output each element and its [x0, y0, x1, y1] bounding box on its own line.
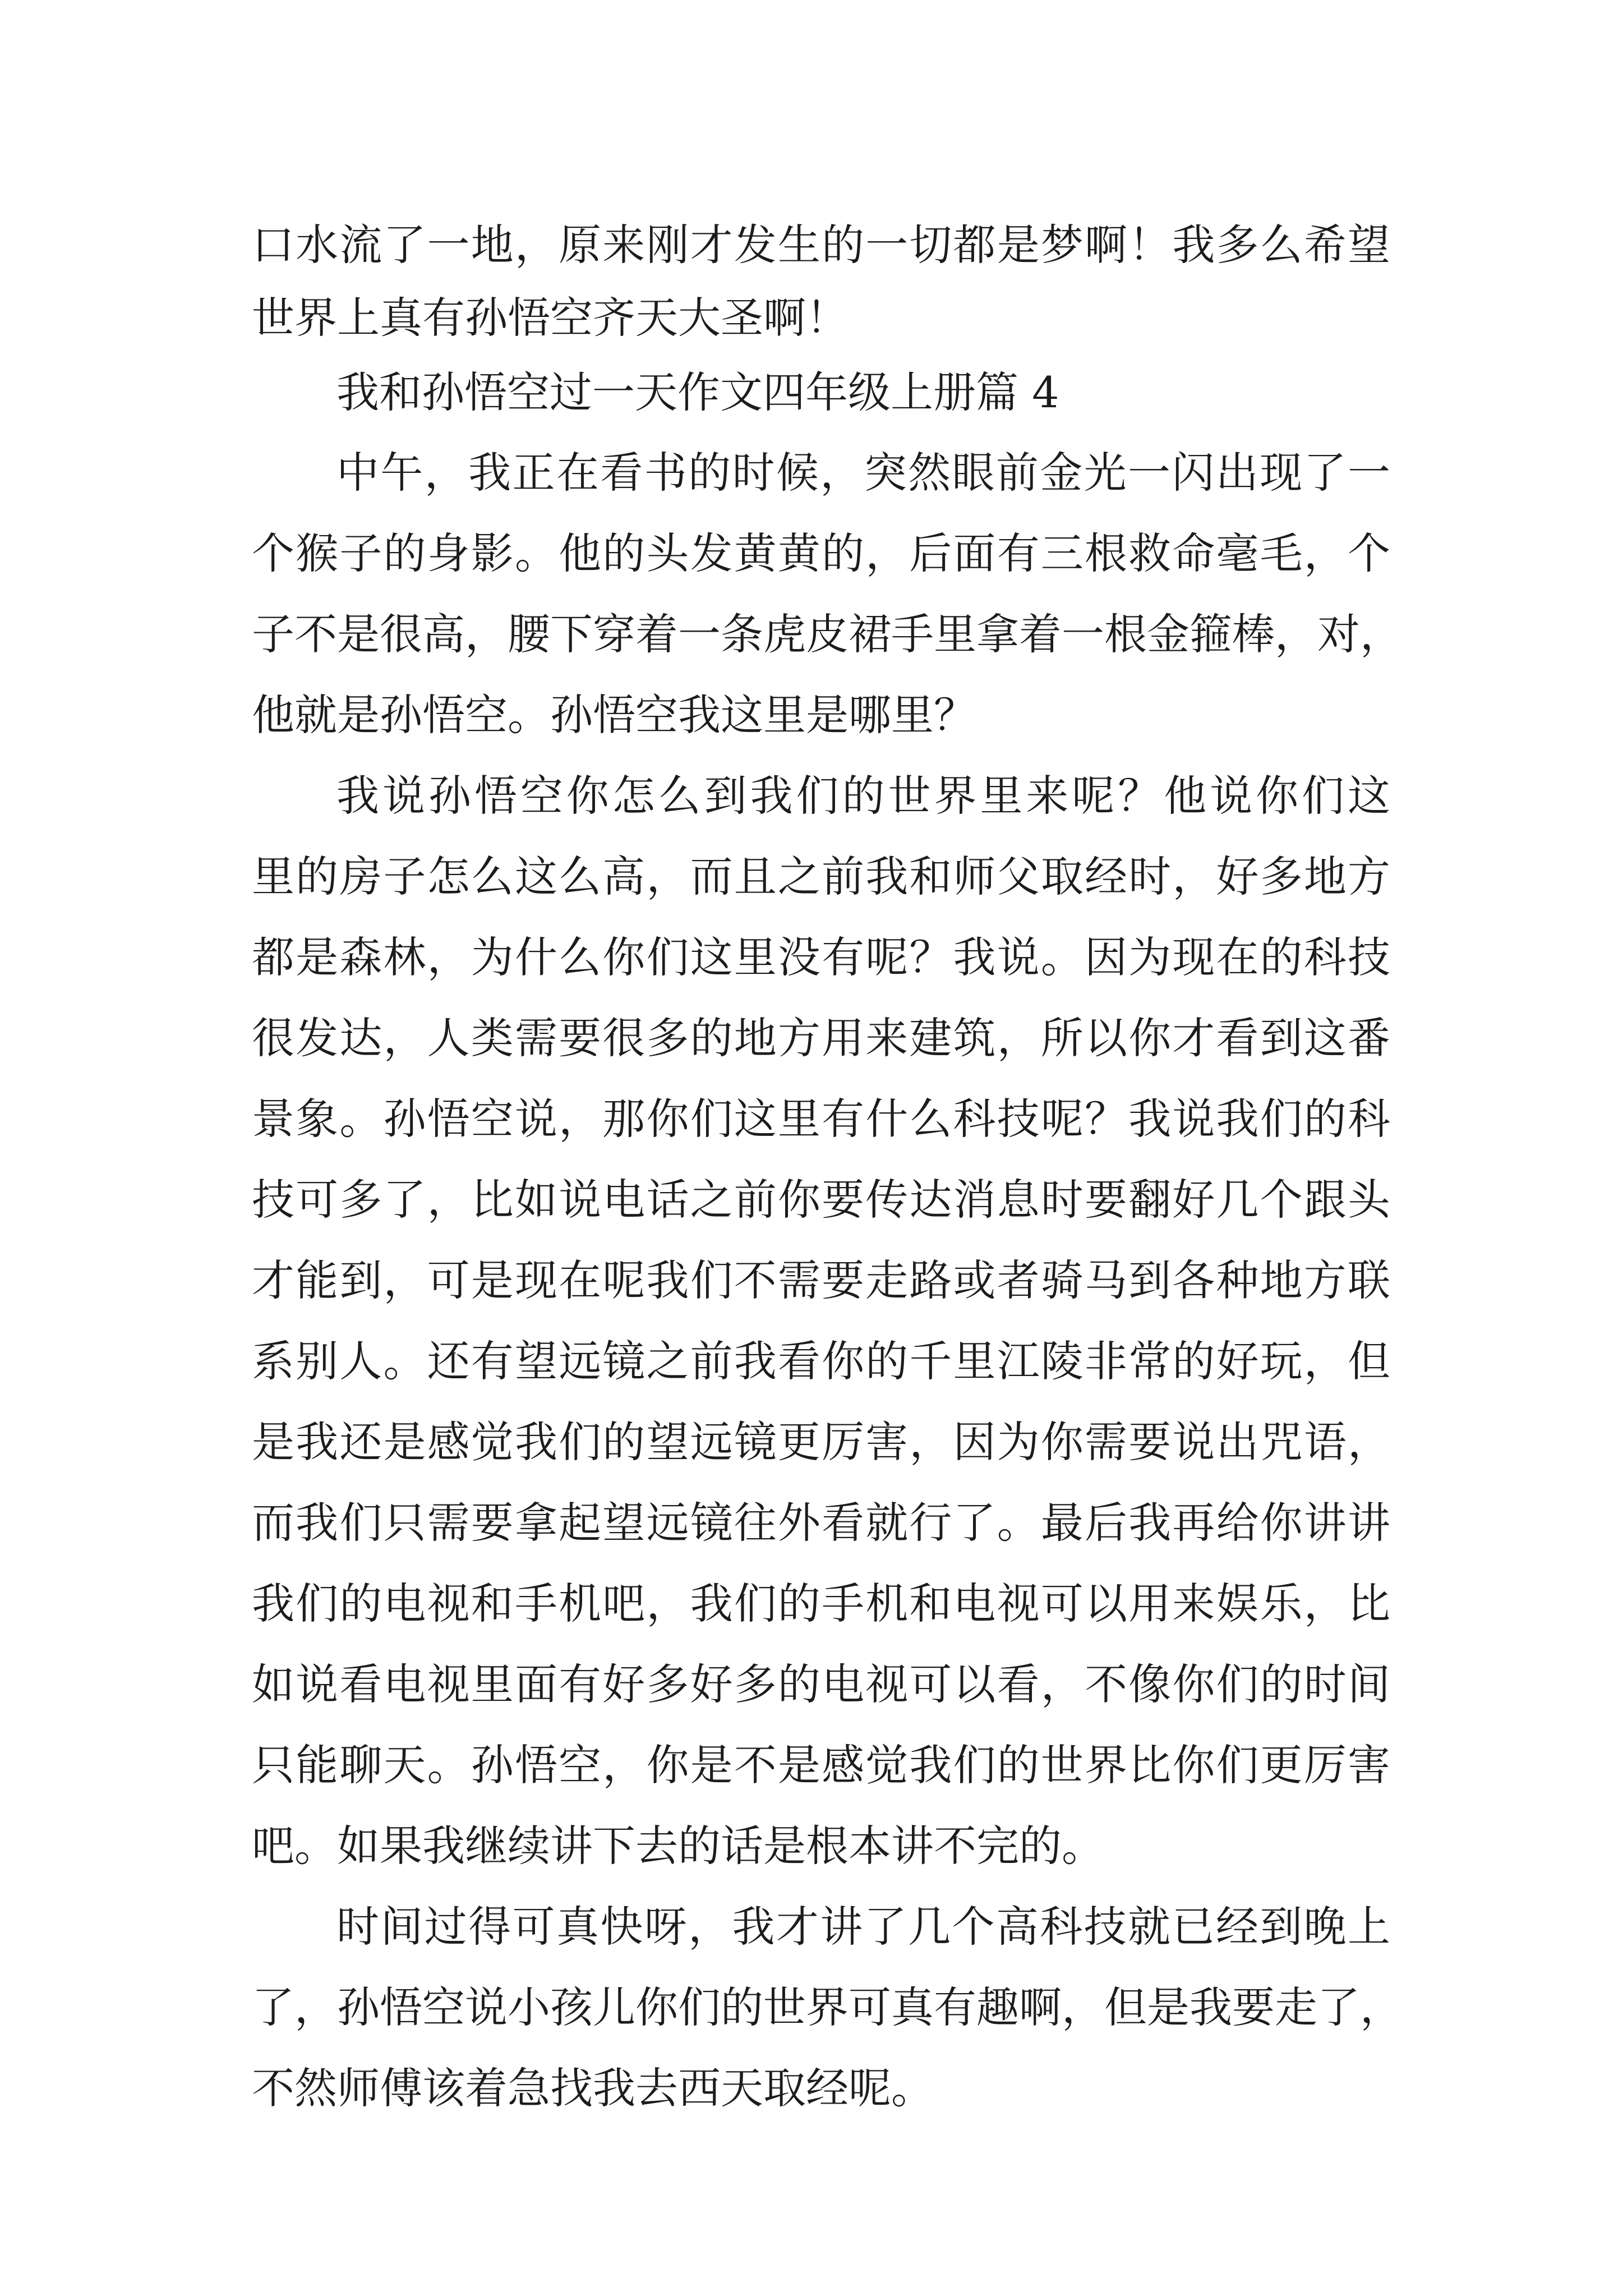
section-heading: 我和孙悟空过一天作文四年级上册篇 4	[336, 367, 1059, 417]
text-line: 不然师傅该着急找我去西天取经呢。	[252, 2063, 934, 2113]
text-line: 了，孙悟空说小孩儿你们的世界可真有趣啊，但是我要走了，	[252, 1982, 1403, 2032]
text-line: 技可多了，比如说电话之前你要传达消息时要翻好几个跟头	[252, 1175, 1390, 1225]
text-line: 是我还是感觉我们的望远镜更厉害，因为你需要说出咒语，	[252, 1417, 1390, 1467]
text-line: 很发达，人类需要很多的地方用来建筑，所以你才看到这番	[252, 1013, 1390, 1063]
text-line: 时间过得可真快呀，我才讲了几个高科技就已经到晚上	[336, 1902, 1390, 1952]
text-line: 景象。孙悟空说，那你们这里有什么科技呢？我说我们的科	[252, 1094, 1390, 1144]
text-line: 个猴子的身影。他的头发黄黄的，后面有三根救命毫毛，个	[252, 528, 1390, 578]
text-line: 系别人。还有望远镜之前我看你的千里江陵非常的好玩，但	[252, 1336, 1390, 1386]
text-line: 世界上真有孙悟空齐天大圣啊！	[252, 293, 849, 343]
text-line: 他就是孙悟空。孙悟空我这里是哪里？	[252, 690, 976, 740]
text-line: 都是森林，为什么你们这里没有呢？我说。因为现在的科技	[252, 932, 1390, 982]
text-line: 里的房子怎么这么高，而且之前我和师父取经时，好多地方	[252, 852, 1390, 901]
text-line: 而我们只需要拿起望远镜往外看就行了。最后我再给你讲讲	[252, 1498, 1390, 1548]
text-line: 吧。如果我继续讲下去的话是根本讲不完的。	[252, 1821, 1104, 1871]
text-line: 我说孙悟空你怎么到我们的世界里来呢？他说你们这	[336, 771, 1390, 821]
text-line: 中午，我正在看书的时候，突然眼前金光一闪出现了一	[336, 448, 1390, 498]
text-line: 才能到，可是现在呢我们不需要走路或者骑马到各种地方联	[252, 1255, 1390, 1305]
text-line: 只能聊天。孙悟空，你是不是感觉我们的世界比你们更厉害	[252, 1740, 1390, 1790]
text-line: 如说看电视里面有好多好多的电视可以看，不像你们的时间	[252, 1659, 1390, 1709]
text-line: 我们的电视和手机吧，我们的手机和电视可以用来娱乐，比	[252, 1579, 1390, 1628]
text-line: 子不是很高，腰下穿着一条虎皮裙手里拿着一根金箍棒，对，	[252, 609, 1403, 659]
text-line: 口水流了一地，原来刚才发生的一切都是梦啊！我多么希望	[252, 220, 1390, 270]
